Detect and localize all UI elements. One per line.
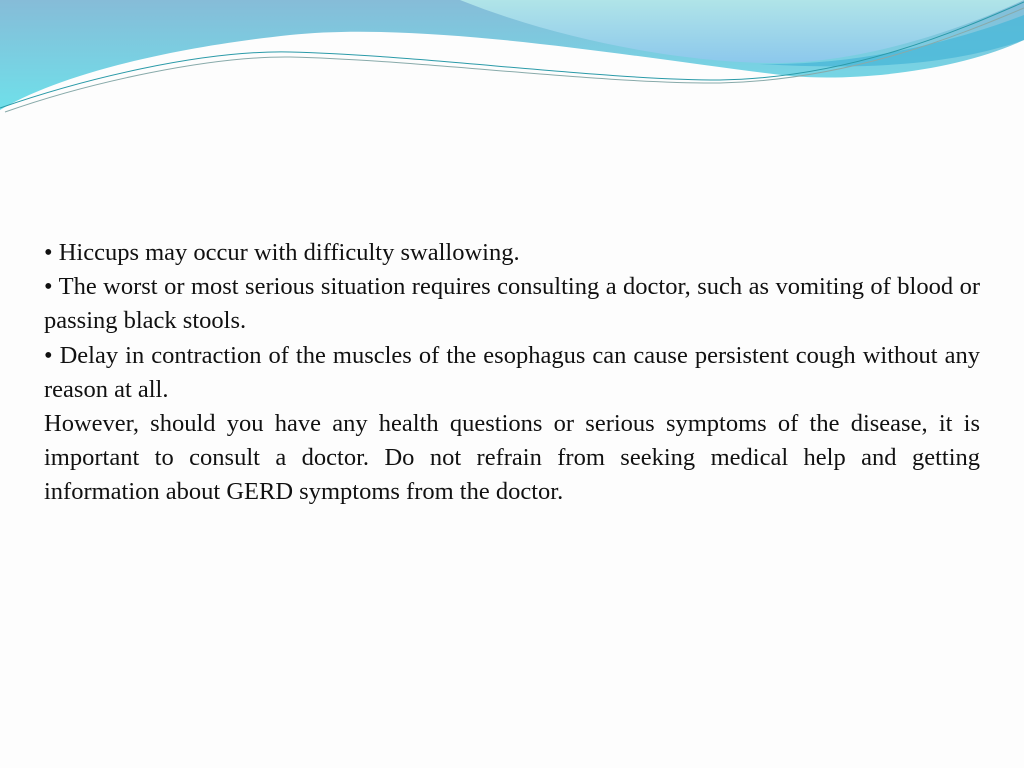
closing-advice: However, should you have any health questions or serious symptoms of the disease, it is important to consult a doctor. Do not refrain from seeking medical help and getting information about GERD symptoms from the doctor. — [44, 410, 980, 506]
slide-body — [44, 236, 980, 510]
bullet-hiccups: • Hiccups may occur with difficulty swallowing. — [44, 239, 520, 266]
header-wave-decoration — [0, 0, 1024, 130]
bullet-serious-situation: • The worst or most serious situation requires consulting a doctor, such as vomiting of blood or passing black stools. — [44, 273, 980, 335]
bullet-esophagus-delay: • Delay in contraction of the muscles of the esophagus can cause persistent cough without any reason at all. — [44, 341, 980, 403]
